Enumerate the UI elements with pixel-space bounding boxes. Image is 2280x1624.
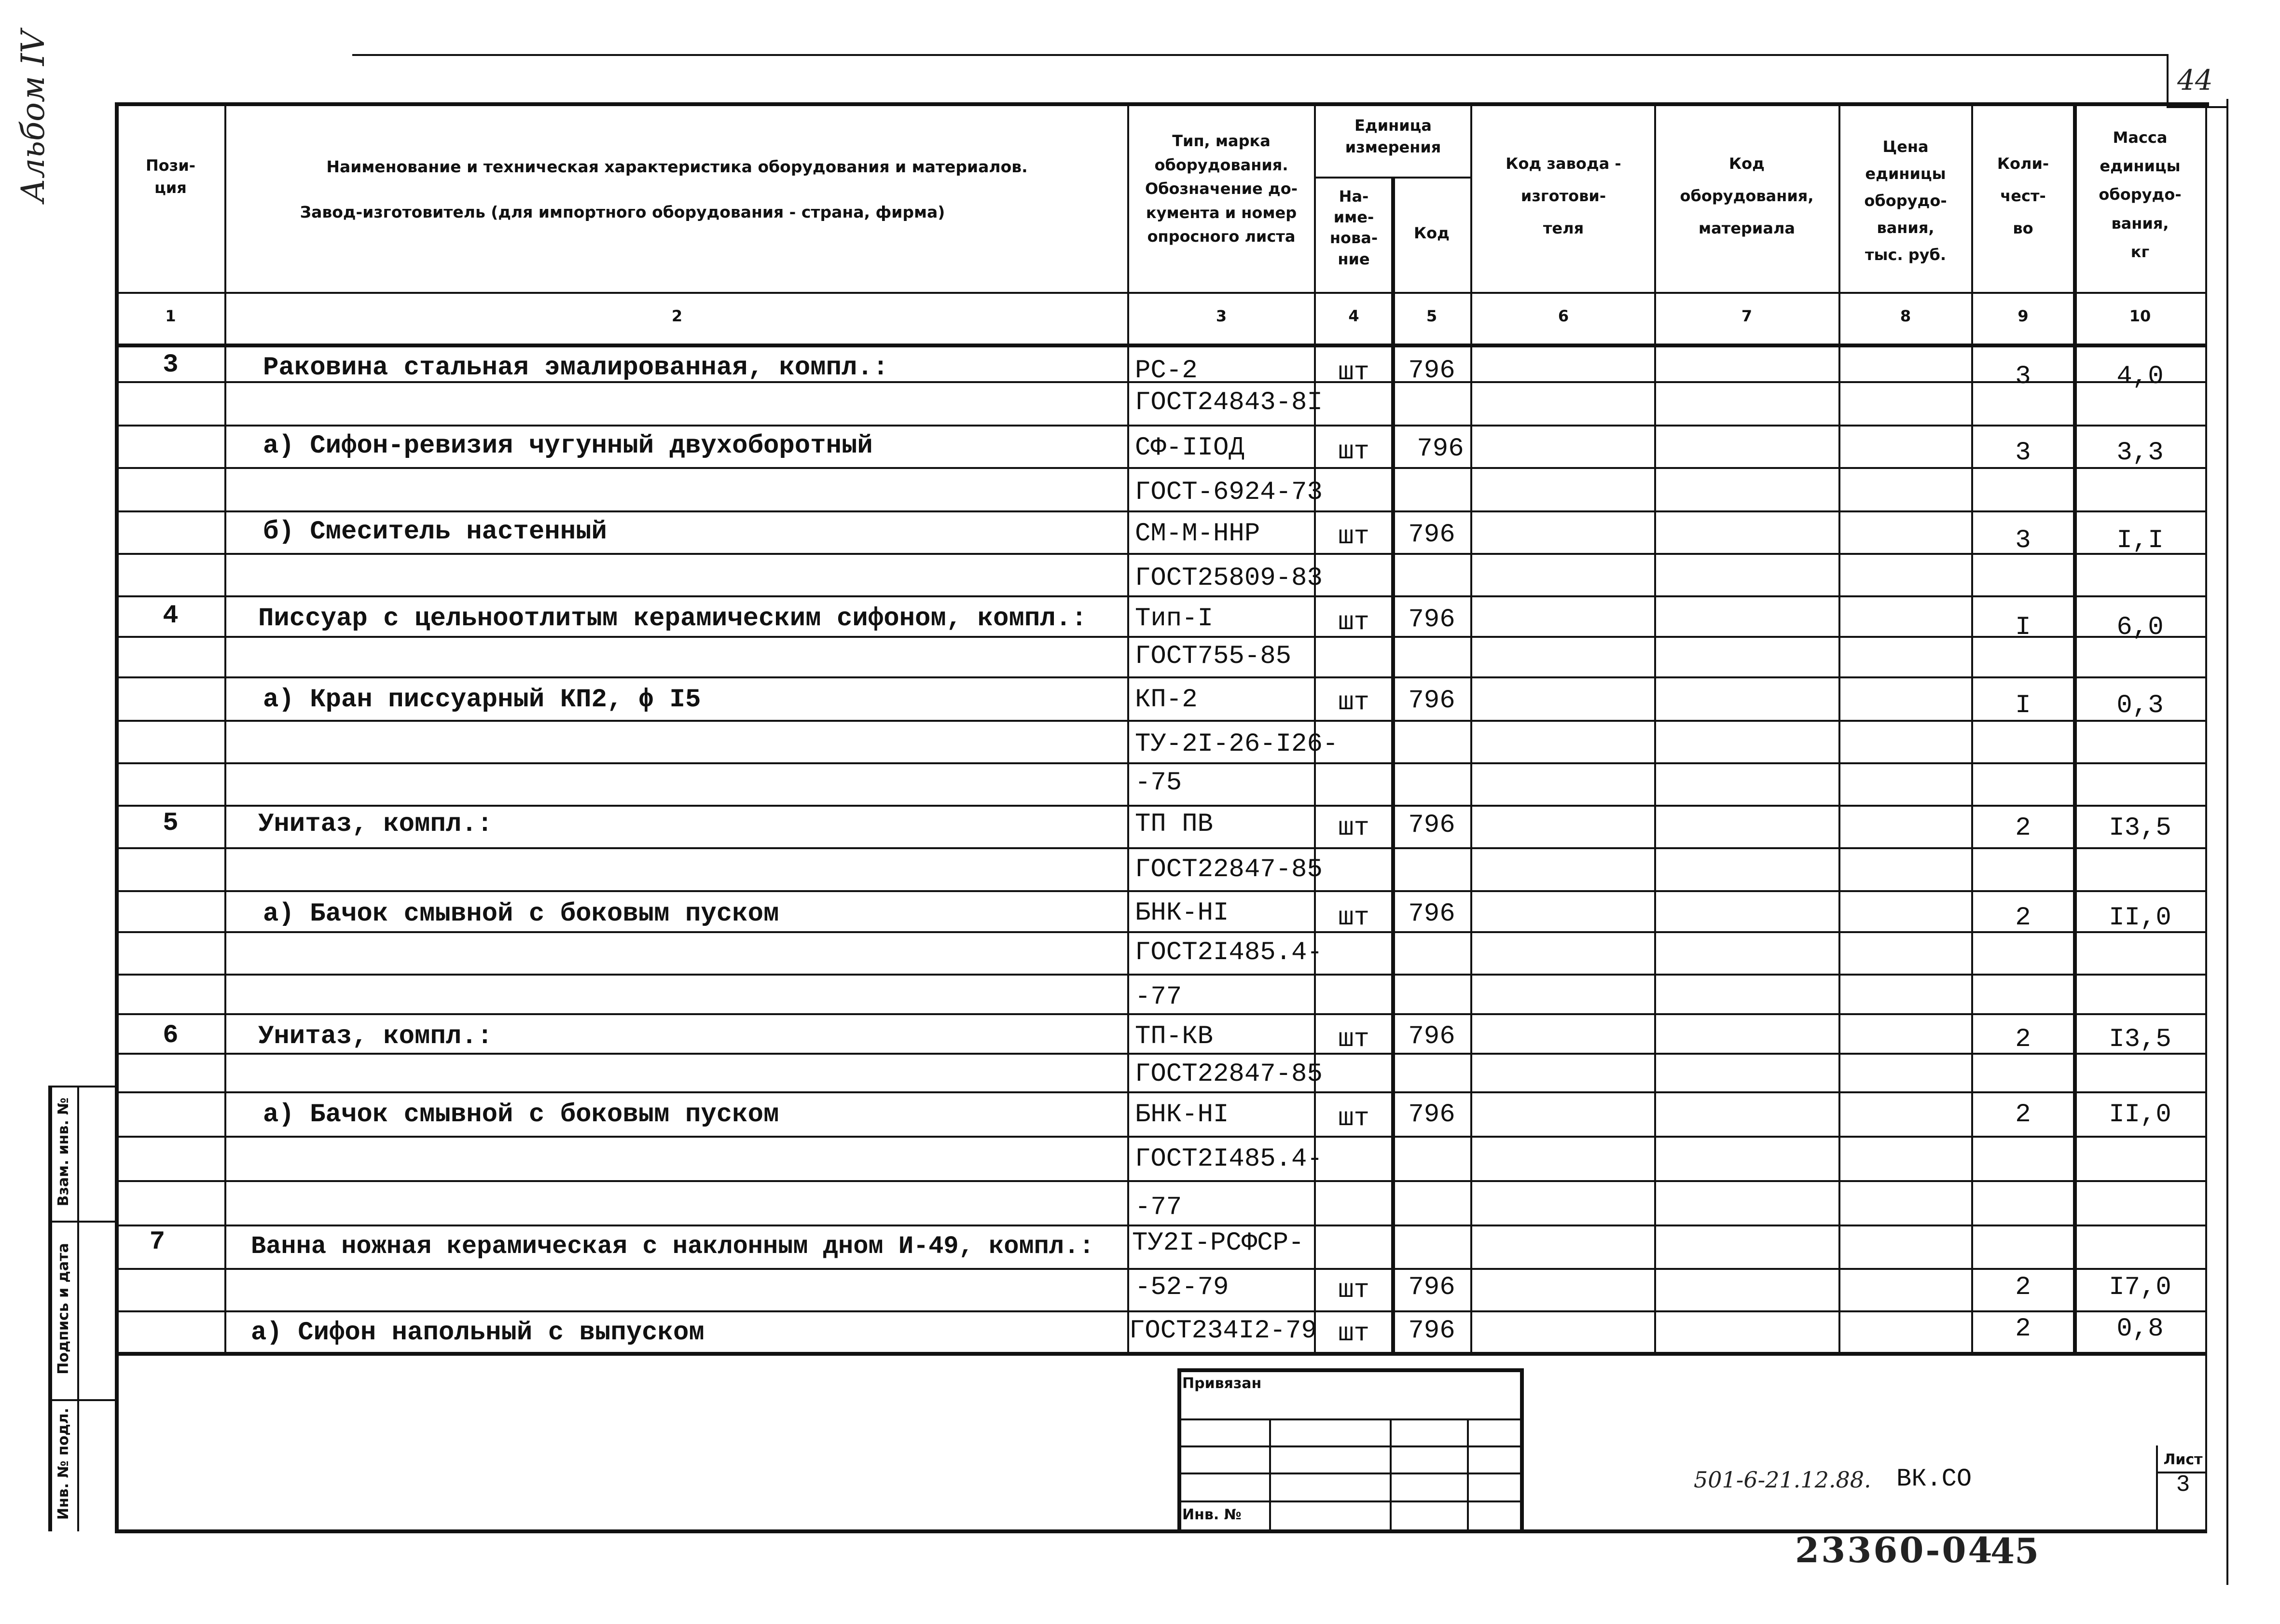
row-position: 7 xyxy=(149,1227,166,1257)
bottom-page-number: 45 xyxy=(1990,1530,2039,1571)
row-type: СМ-М-ННР xyxy=(1135,519,1260,549)
row-name: Унитаз, компл.: xyxy=(258,810,493,839)
header-name-line1: Наименование и техническая характеристика оборудования и материалов. xyxy=(326,157,1028,176)
row-code: 796 xyxy=(1408,1022,1455,1051)
row-type: ГОСТ24843-8I xyxy=(1135,388,1323,417)
row-code: 796 xyxy=(1408,520,1455,550)
row-type: -52-79 xyxy=(1135,1273,1229,1302)
column-number: 4 xyxy=(1348,307,1359,325)
header-position: Пози- ция xyxy=(145,156,196,197)
row-qty: I xyxy=(2015,613,2031,642)
column-number: 8 xyxy=(1900,307,1911,325)
row-type: СФ-IIОД xyxy=(1135,433,1244,463)
row-type: ГОСТ-6924-73 xyxy=(1135,478,1323,507)
row-unit: шт xyxy=(1338,1276,1369,1305)
row-type: ГОСТ234I2-79 xyxy=(1129,1316,1317,1346)
row-type: БНК-НI xyxy=(1135,898,1229,928)
row-mass: I,I xyxy=(2116,526,2164,555)
column-number: 10 xyxy=(2129,307,2151,325)
row-name: Ванна ножная керамическая с наклонным дном И-49, компл.: xyxy=(251,1232,1094,1261)
header-type: Тип, марка оборудования. Обозначение до- кумента и номер опросного листа xyxy=(1145,132,1298,246)
row-code: 796 xyxy=(1408,1100,1455,1129)
row-qty: 2 xyxy=(2015,903,2031,933)
row-name: Раковина стальная эмалированная, компл.: xyxy=(263,353,889,383)
row-code: 796 xyxy=(1408,686,1455,716)
row-type: РС-2 xyxy=(1135,356,1198,385)
row-mass: II,0 xyxy=(2109,1100,2171,1129)
header-unit-name: На- име- нова- ние xyxy=(1329,187,1378,268)
row-code: 796 xyxy=(1408,605,1455,634)
row-unit: шт xyxy=(1338,1025,1369,1054)
row-type: ГОСТ2I485.4- xyxy=(1135,938,1323,967)
row-mass: II,0 xyxy=(2109,903,2171,933)
row-type: ГОСТ2I485.4- xyxy=(1135,1144,1323,1174)
row-type: БНК-НI xyxy=(1135,1100,1229,1129)
row-mass: 6,0 xyxy=(2116,613,2164,642)
bottom-stamp-number: 23360-04 xyxy=(1795,1529,1994,1570)
row-type: ГОСТ22847-85 xyxy=(1135,855,1323,884)
header-mass: Масса единицы оборудо- вания, кг xyxy=(2099,128,2182,261)
header-name-line2: Завод-изготовитель (для импортного оборудования - страна, фирма) xyxy=(300,203,945,221)
row-type: Тип-I xyxy=(1135,604,1214,633)
row-mass: I3,5 xyxy=(2109,813,2171,843)
row-type: ГОСТ25809-83 xyxy=(1135,564,1323,593)
row-name: б) Смеситель настенный xyxy=(263,517,607,547)
row-code: 796 xyxy=(1408,899,1455,929)
column-number: 3 xyxy=(1216,307,1227,325)
row-code: 796 xyxy=(1408,811,1455,840)
header-unit-code: Код xyxy=(1414,224,1450,242)
row-mass: I3,5 xyxy=(2109,1025,2171,1054)
row-unit: шт xyxy=(1338,813,1369,843)
row-type: ТП ПВ xyxy=(1135,810,1214,839)
row-position: 6 xyxy=(163,1021,179,1050)
row-name: Унитаз, компл.: xyxy=(258,1022,493,1051)
row-unit: шт xyxy=(1338,903,1369,933)
row-type: -77 xyxy=(1135,982,1182,1012)
column-number: 2 xyxy=(671,307,683,325)
row-unit: шт xyxy=(1338,608,1369,637)
header-price: Цена единицы оборудо- вания, тыс. руб. xyxy=(1864,138,1947,264)
row-mass: 4,0 xyxy=(2116,362,2164,391)
column-number: 1 xyxy=(165,307,176,325)
row-name: а) Бачок смывной с боковым пуском xyxy=(263,899,779,929)
doc-code: ВК.СО xyxy=(1896,1465,1972,1493)
list-label: Лист xyxy=(2163,1451,2203,1468)
row-qty: 2 xyxy=(2015,1100,2031,1129)
header-factory-code: Код завода - изготови- теля xyxy=(1506,154,1621,238)
row-mass: 3,3 xyxy=(2116,438,2164,468)
stamp-inv-label: Инв. № подл. xyxy=(55,1407,72,1520)
stamp-podpis-label: Подпись и дата xyxy=(55,1243,72,1375)
row-type: ТУ2I-РСФСР- xyxy=(1132,1228,1304,1258)
row-qty: 2 xyxy=(2015,1314,2031,1344)
row-qty: 3 xyxy=(2015,526,2031,555)
header-equipment-code: Код оборудования, материала xyxy=(1680,154,1814,238)
row-name: а) Бачок смывной с боковым пуском xyxy=(263,1100,779,1129)
row-mass: 0,3 xyxy=(2116,691,2164,720)
row-qty: 2 xyxy=(2015,813,2031,843)
sheet-corner-number: 44 xyxy=(2177,64,2213,96)
row-qty: 3 xyxy=(2015,438,2031,468)
list-number: 3 xyxy=(2176,1472,2190,1498)
column-number: 6 xyxy=(1558,307,1569,325)
row-position: 4 xyxy=(163,601,179,631)
row-code: 796 xyxy=(1408,1316,1455,1346)
row-code: 796 xyxy=(1408,356,1455,385)
row-name: а) Сифон напольный с выпуском xyxy=(251,1318,705,1348)
row-name: Писсуар с цельноотлитым керамическим сифоном, компл.: xyxy=(258,604,1087,633)
column-number: 9 xyxy=(2017,307,2029,325)
header-quantity: Коли- чест- во xyxy=(1997,154,2049,238)
doc-code-handwritten: 501-6-21.12.88. xyxy=(1694,1467,1871,1493)
row-type: ГОСТ22847-85 xyxy=(1135,1060,1323,1089)
row-type: ГОСТ755-85 xyxy=(1135,642,1292,671)
privyazan-label: Привязан xyxy=(1182,1375,1262,1392)
row-type: -77 xyxy=(1135,1193,1182,1222)
row-unit: шт xyxy=(1338,522,1369,551)
row-position: 3 xyxy=(163,350,179,380)
row-qty: 2 xyxy=(2015,1273,2031,1302)
row-name: а) Сифон-ревизия чугунный двухоборотный xyxy=(263,431,873,461)
column-number: 5 xyxy=(1426,307,1437,325)
row-unit: шт xyxy=(1338,358,1369,387)
row-mass: I7,0 xyxy=(2109,1273,2171,1302)
album-label: Альбом IV xyxy=(14,30,52,203)
row-code: 796 xyxy=(1417,434,1464,464)
row-unit: шт xyxy=(1338,437,1369,467)
row-name: а) Кран писсуарный КП2, ϕ I5 xyxy=(263,685,701,715)
row-qty: I xyxy=(2015,691,2031,720)
row-type: -75 xyxy=(1135,768,1182,798)
row-type: КП-2 xyxy=(1135,685,1198,715)
row-qty: 3 xyxy=(2015,362,2031,391)
inv-no-label: Инв. № xyxy=(1182,1506,1242,1523)
row-code: 796 xyxy=(1408,1273,1455,1302)
row-unit: шт xyxy=(1338,1319,1369,1349)
row-mass: 0,8 xyxy=(2116,1314,2164,1344)
row-type: ТП-КВ xyxy=(1135,1022,1214,1051)
row-unit: шт xyxy=(1338,1104,1369,1133)
column-number: 7 xyxy=(1741,307,1753,325)
row-unit: шт xyxy=(1338,688,1369,717)
stamp-vzam-label: Взам. инв. № xyxy=(55,1097,72,1207)
row-type: ТУ-2I-26-I26- xyxy=(1135,729,1339,759)
header-unit-group: Единица измерения xyxy=(1345,116,1441,156)
row-position: 5 xyxy=(163,809,179,838)
row-qty: 2 xyxy=(2015,1025,2031,1054)
